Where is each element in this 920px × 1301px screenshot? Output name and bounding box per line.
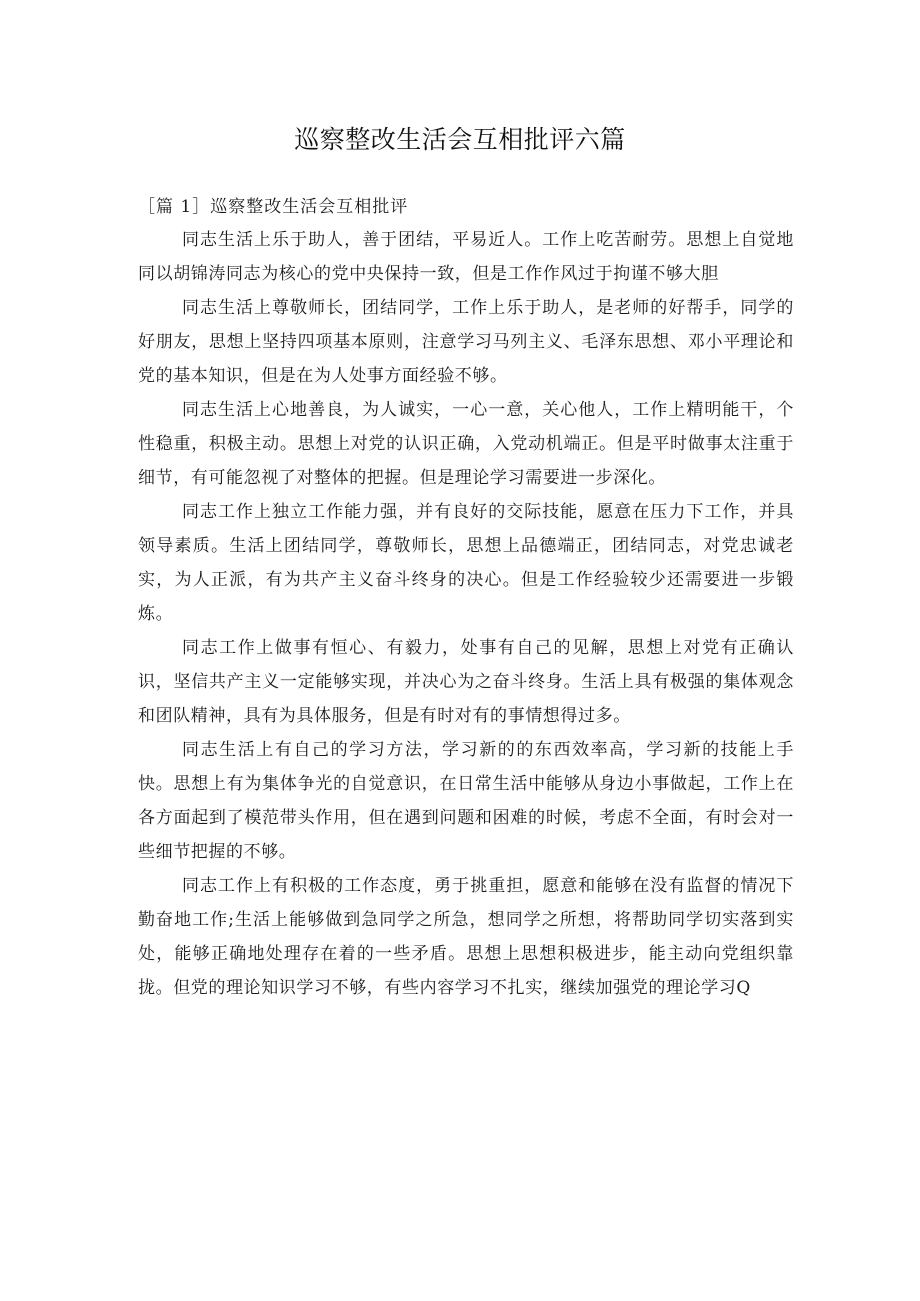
document-title: 巡察整改生活会互相批评六篇 [294,125,626,154]
document-body [138,192,794,1005]
paragraph-2: 同志生活上尊敬师长，团结同学，工作上乐于助人，是老师的好帮手，同学的好朋友，思想上坚持四项基本原则，注意学习马列主义、毛泽东思想、邓小平理论和党的基本知识，但是在为人处事方面经验不够。 [138,298,794,386]
section-heading: ［篇 1］巡察整改生活会互相批评 [138,197,409,217]
paragraph-1: 同志生活上乐于助人，善于团结，平易近人。工作上吃苦耐劳。思想上自觉地同以胡锦涛同志为核心的党中央保持一致，但是工作作风过于拘谨不够大胆 [138,230,794,284]
paragraph-5: 同志工作上做事有恒心、有毅力，处事有自己的见解，思想上对党有正确认识，坚信共产主义一定能够实现，并决心为之奋斗终身。生活上具有极强的集体观念和团队精神，具有为具体服务，但是有时对有的事情想得过多。 [138,638,794,726]
paragraph-3: 同志生活上心地善良，为人诚实，一心一意，关心他人，工作上精明能干，个性稳重，积极主动。思想上对党的认识正确，入党动机端正。但是平时做事太注重于细节，有可能忽视了对整体的把握。但是理论学习需要进一步深化。 [138,400,794,488]
paragraph-7: 同志工作上有积极的工作态度，勇于挑重担，愿意和能够在没有监督的情况下勤奋地工作;生活上能够做到急同学之所急，想同学之所想，将帮助同学切实落到实处，能够正确地处理存在着的一些矛盾。思想上思想积极进步，能主动向党组织靠拢。但党的理论知识学习不够，有些内容学习不扎实，继续加强党的理论学习Q [138,876,794,998]
paragraph-6: 同志生活上有自己的学习方法，学习新的的东西效率高，学习新的技能上手快。思想上有为集体争光的自觉意识，在日常生活中能够从身边小事做起，工作上在各方面起到了模范带头作用，但在遇到问题和困难的时候，考虑不全面，有时会对一些细节把握的不够。 [138,740,794,862]
paragraph-4: 同志工作上独立工作能力强，并有良好的交际技能，愿意在压力下工作，并具领导素质。生活上团结同学，尊敬师长，思想上品德端正，团结同志，对党忠诚老实，为人正派，有为共产主义奋斗终身的决心。但是工作经验较少还需要进一步锻炼。 [138,502,794,624]
